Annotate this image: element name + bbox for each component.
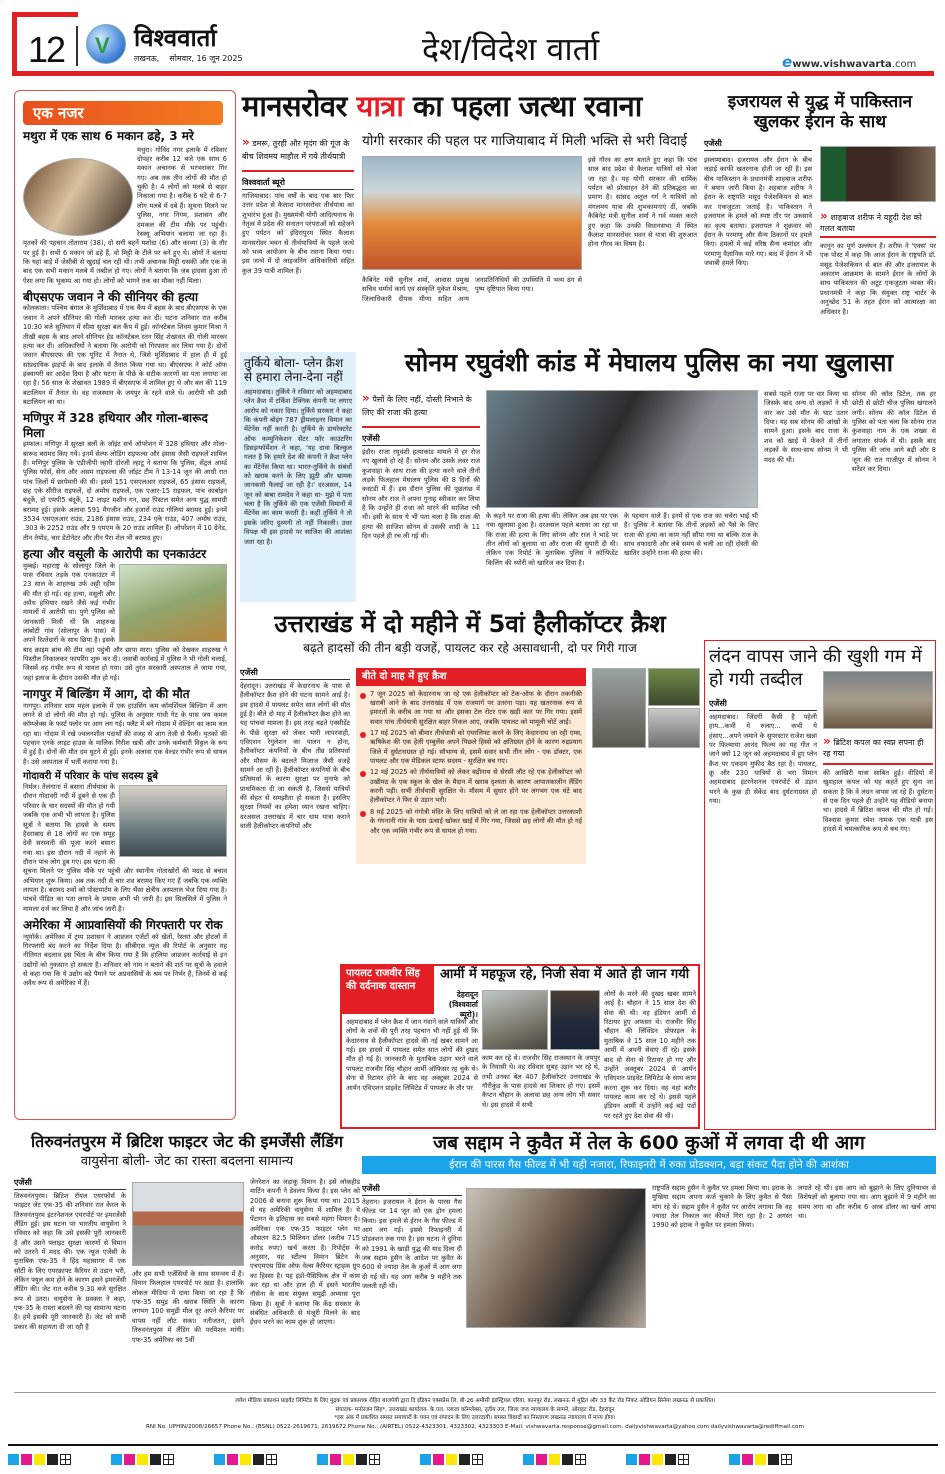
story-headline: नागपुर में बिल्डिंग में आग, दो की मौत [23, 687, 190, 702]
story-body: कोलकाता। पश्चिम बंगाल के मुर्शिदाबाद में एक कैंप में बहस के बाद बीएसएफ के एक जवान ने अपने सीनियर की गोली मारकर हत्या कर दी। घटना शनिवार रात करीब 10:30 बजे सुतियान में सीमा सुरक्षा बल कैंप में हुई। कॉन्स्टेबल शिवम कुमार मिश्रा ने तीखी बहस के बाद अपने सीनियर हेड कॉन्स्टेबल रतन सिंह शेखावत की गोली मारकर हत्या कर दी। अधिकारियों ने बताया कि आरोपी को गिरफ्तार कर लिया गया है। दोनों जवान बीएसएफ की एक यूनिट में तैनात थे, जिसे मुर्शिदाबाद में हाल ही में हुई सांप्रदायिक झड़पों के बाद इलाके में तैनात किया गया था। बीएसएफ ने कोर्ट ऑफ इंक्वायरी का आदेश दिया है और घटना के पीछे के सटीक कारणों का पता लगाया जा रहा है। 56 साल के शेखावत 1989 में बीएसएफ में शामिल हुए थे और बल की 119 बटालियन में तैनात थे। वह राजस्थान के जयपुर के रहने वाले थे। आरोपी भी उसी बटालियन का था। [23, 304, 227, 407]
story-body: लोगों के मरने की दुखद खबर सामने आई है। चौहान ने 15 साल देश की सेवा की थी। वह इंडियन आर्मी से रिटायर हुए अफसर थे। राजवीर सिंह चौहान की लिंक्डिन प्रोफाइल के मुताबिक वे 15 साल 10 महीने तक आर्मी में अपनी सेवाएं दीं रहे। इसके बाद वो सेना से रिटायर हो गए और उन्होंने अक्तूबर 2024 से आर्यन एविएशन प्राइवेट लिमिटेड के साथ काम करना शुरू कर दिया। वह वहां बतौर पायलट काम कर रहे थे। इससे पहले इंडियन आर्मी में उन्होंने कई बड़े पदों पर रहते हुए देश सेवा की थी। [604, 990, 696, 1120]
crash-box-title: बीते दो माह में हुए क्रैश [356, 668, 586, 686]
pilot-crash-wreck-photo [482, 990, 548, 1050]
page-number: 12 [28, 29, 65, 70]
story-headline: हत्या और वसूली के आरोपी का एनकाउंटर [23, 547, 207, 562]
browser-e-icon: e [782, 53, 793, 71]
story-body: मथुरा। गोविंद नगर इलाके में रविवार दोपहर करीब 12 बजे एक साथ 6 मकान अचानक से भरभराकर गिर गए। अब तक तीन लोगों की मौत हो चुकी है। 4 लोगों को मलबे से बाहर निकाला गया है। करीब 6 घंटे से 6-7 लोग मलबे में दबे हैं। सूचना मिलने पर पुलिस, नगर निगम, प्रशासन और दमकल की टीम मौके पर पहुंची। रेस्क्यू अभियान चलाया जा रहा है। मृतकों की पहचान तोताराम (38), दो सगी बहनें यशोदा (6) और काव्या (3) के तौर पर हुई है। सभी 6 मकान जो ढहे हैं, वो मिट्टी के टीले पर बने हुए थे। लोगों ने बताया कि यहां बाड़े में जेसीबी से खुदाई चल रही थी। तभी अचानक मिट्टी धसकी और एक के बाद एक सभी मकान मलबे में तब्दील हो गए। लोगों ने बताया कि जब हादसा हुआ तो ऐसा लगा कि भूकम्प आ गया हो। लोगों को भागने तक का मौका नहीं मिला। [23, 145, 227, 285]
shehbaz-sharif-photo [820, 146, 936, 202]
byline: एजेंसी [704, 139, 812, 151]
story-body: अहमदाबाद। जिंदगी कैसी है पहेली हाय...कभी ये रुलाए... कभी ये हंसाए...अपने जमाने के सुपरस्टार राजेश खन्ना पर फिल्माया आनंद फिल्म का यह गीत न जाने क्यों 12 जून को अहमदाबाद में हुए प्लेन क्रैश पर एकदम मुफीद बैठ रहा है। पायलट, क्रू और 230 यात्रियों से भरा विमान अहमदाबाद इंटरनेशनल एयरपोर्ट से उड़ान भरने के कुछ ही सेकेंड बाद दुर्घटनाग्रस्त हो गया। [709, 712, 817, 806]
pilot-portrait-photo [550, 990, 600, 1050]
imprint-contact-line: RNI No. UPHIN/2008/26657 Phone No.: (BSNL) 0522-2619671, 2619672 Phone No.: (AIRTEL) 0522-4323301, 4323302, 4323303 E-Mail: vishwavarta.response@gmail.com, dailyvishwavarta@yahoo.com dailyvishwavarta@rediffmail.com [146, 1423, 804, 1430]
story-body: न्यूयॉर्क। अमेरिका में ट्रम्प प्रशासन ने आव्रजन एजेंटों को खेतों, रेस्तरां और होटलों में गिरफ्तारी बंद करने का निर्देश दिया है। सीबीएस न्यूज की रिपोर्ट के अनुसार यह नीतिगत बदलाव इस चिंता के बीच किया गया है कि हालिया आव्रजन कार्रवाई से इन उद्योगों को नुकसान हो सकता है। शनिवार को नाम न बताने की शर्त पर सूत्रों के हवाले से कहा गया कि ये उद्योग बड़े पैमाने पर अप्रवासियों के श्रम पर निर्भर हैं, जिनमें से कई अवैध रूप से अमेरिका में हैं। [23, 932, 227, 988]
registration-mark [317, 1454, 380, 1465]
pilot-headline: आर्मी में महफूज रहे, निजी सेवा में आते ही जान गयी [440, 967, 690, 982]
dateline [134, 54, 243, 65]
pilgrims-send-off-photo [362, 156, 582, 270]
pullquote: डमरू, तुरही और मृदंग की गूंज के बीच शिवमय माहौल में गये तीर्थयात्री [242, 139, 350, 161]
story-body: सबसे पहले राजा पर वार किया था जिसके बाद अन्य दो लड़कों ने भी वार कर उसे मौत के घाट उतार दिया। यह सब सोनम की आंखों के सामने हुआ। इसके बाद राजा के शव को खाई में फेंकने में तीनों लड़कों के साथ-साथ सोनम ने भी मदद की थी। [764, 390, 848, 464]
byline: एजेंसी [14, 1178, 126, 1190]
uttarakhand-subhead: बढ़ते हादसों की तीन बड़ी वजहें, पायलट कर रहे असावधानी, दो पर गिरी गाज [303, 641, 637, 655]
masthead [12, 12, 934, 76]
uttarakhand-headline: उत्तराखंड में दो महीने में 5वां हैलीकॉप्टर क्रैश [274, 610, 666, 638]
saddam-body-column [362, 1184, 462, 1291]
uttarakhand-story [240, 612, 700, 967]
double-chevron-icon: » [820, 209, 828, 223]
story-body: सोनम की कॉल डिटेल, तक हर छोटी से छोटी चीज पुलिस खंगालने लगी। सोनम की कॉल डिटेल से पुलिस को पता चला कि सोनम राज कुशवाहा नाम के एक शख्स से लगातार संपर्क में थी। इसके बाद पुलिस की जांच आगे बढ़ी और 8 जून की रात गाजीपुर में सोनम ने सरेंडर कर दिया। [852, 390, 936, 473]
story-body: इसे गौरव का क्षण बताते हुए कहा कि पांच साल बाद प्रदेश से कैलाश यात्रियों को भेजा जा रहा है। यह योगी सरकार की धार्मिक पर्यटन को प्रोत्साहन देने की प्रतिबद्धता का प्रमाण है। सांसद अतुल गर्ग ने यात्रियों को मंगलमय यात्रा की शुभकामनाएं दीं, जबकि कैबिनेट मंत्री सुनील शर्मा ने गर्व व्यक्त करते हुए कहा कि उनकी विधानसभा में स्थित कैलाश मानसरोवर भवन से यात्रा की शुरुआत होना गौरव का विषय है। [588, 156, 697, 249]
fighter-jet-subhead: वायुसेना बोली- जेट का रास्ता बदलना सामान्य [80, 1154, 294, 1169]
imprint-footer [14, 1392, 936, 1442]
byline: एजेंसी [362, 1184, 462, 1196]
city: लखनऊ, [134, 54, 160, 63]
pakistan-headline: इजरायल से युद्ध में पाकिस्तान खुलकर ईरान के साथ [727, 92, 913, 133]
crash-site-photo-2 [648, 668, 700, 706]
registration-mark [626, 1454, 689, 1465]
story-body: तेहरान। इजरायल ने ईरान के पारस गैस फील्ड पर 14 जून को एक ड्रोन हमला किया। इस हमले से ईरान के गैस फील्ड में आग लग गई। इससे रिफाइनरी में प्रोडक्शन रुक गया है। इस घटना ने दुनिया को 1991 के खाड़ी युद्ध की याद दिला दी जब सद्दाम हुसैन के आदेश पर कुवैत के 600 से ज्यादा तेल के कुओं में आग लगा दी गई थी। यह आग करीब 9 महीने तक जलती रही थी। [362, 1197, 462, 1291]
date: सोमवार, 16 जून 2025 [169, 54, 243, 63]
crash-site-photo-1 [592, 668, 646, 748]
double-chevron-icon: » [242, 135, 250, 149]
saddam-headline: जब सद्दाम ने कुवैत में तेल के 600 कुओं में लगवा दी थी आग [433, 1132, 865, 1154]
pilot-story [340, 964, 700, 1129]
story-body: राष्ट्रपति सद्दाम हुसैन ने कुवैत पर हमला किया था। इराक के मुखिया सद्दाम अपना कर्ज चुकाने के लिए कुवैत से पैसा मांग रहे थे। सद्दाम हुसैन ने कुवैत पर आरोप लगाया कि वह ज्यादा तेल निकाल कर कीमतें गिरा रहा है। 2 अगस्त 1990 को इराक ने कुवैत पर हमला किया। [652, 1184, 792, 1230]
pullquote-column [242, 134, 354, 276]
photo-caption: » ब्रिटिश कपल का स्वप्न सपना ही रह गया [823, 734, 924, 759]
story-headline: गोदावरी में परिवार के पांच सदस्य डूबे [23, 771, 158, 783]
crash-item: 8 मई 2025 को गंगोत्री मंदिर के लिए यात्रियों को ले जा रहा एक हेलीकॉप्टर उत्तरकाशी के गंगनानी गांव के पास ऊंचाई खोकर खाई में गिर गया, जिससे छह लोगों की मौत हो गई और एक व्यक्ति गंभीर रूप से घायल हो गया। [358, 808, 582, 836]
newspaper-logo-icon: V [86, 24, 126, 64]
story-body: काम कर रहे थे। राजवीर सिंह राजस्थान के जयपुर के निवासी थे। वह रविवार सुबह उड़ान भर रहे थे, तभी उनका बेल 407 हैलीकॉप्टर उत्तराखंड के गौरीकुंड के पास हादसे का शिकार हो गए। इसमें कैप्टन चौहान के अलावा छह अन्य लोग भी सवार थे। इस हादसे में सभी [482, 1054, 600, 1109]
fighter-body-column [14, 1178, 126, 1332]
byline: एजेंसी [709, 699, 817, 711]
london-body-column [709, 699, 817, 806]
pullquote: पैसों के लिए नहीं, दोस्ती निभाने के लिए की राजा की हत्या [362, 395, 472, 417]
story-headline: मणिपुर में 328 हथियार और गोला-बारूद मिला [23, 411, 208, 440]
crash-item: 12 मई 2025 को तीर्थयात्रियों को लेकर बद्रीनाथ से सेरसी लौट रहे एक हेलीकॉप्टर को उखीमठ के एक स्कूल के खेल के मैदान में खराब दृश्यता के कारण आपातकालीन लैंडिंग करनी पड़ी। सभी तीर्थयात्री सुरक्षित थे। मौसम में सुधार होने पर लगभग एक घंटे बाद हेलीकॉप्टर ने फिर से उड़ान भरी। [358, 768, 582, 805]
story-body: निर्मल। तेलंगाना में बसारा तीर्थयात्रा के दौरान गोदावरी नदी में डूबने से एक ही परिवार के चार सदस्यों की मौत हो गयी जबकि एक अभी भी लापता है। पुलिस सूत्रों ने बताया कि हादसे के समय हैदराबाद से 18 लोगों का एक समूह देवी सरस्वती की पूजा करने बसारा गया था। इस दौरान नदी में नहाने के दौरान पांच लोग डूब गए। इस घटना की सूचना मिलने पर पुलिस मौके पर पहुंची और स्थानीय गोताखोरों की मदद से बचाव अभियान शुरू किया। अब तक नदी से चार शव बरामद किए गए हैं जबकि एक व्यक्ति लापता है। बरामद शवों को पोस्टमार्टम के लिए भैंसा क्षेत्रीय अस्पताल भेज दिया गया है। पांचवें पीड़ित का पता लगाने के प्रयास अभी भी जारी है। इस सिलसिले में पुलिस ने मामला दर्ज कर लिया है और जांच जारी है। [23, 783, 227, 913]
story-body: इंदौर। राजा रघुवंशी हत्याकांड मामले में हर रोज नए खुलासे हो रहे हैं। सोनम और उसके लवर राज कुशवाहा के साथ राजा की हत्या करने वाले तीनों लड़के फिलहाल मेघालय पुलिस की 8 दिनों की कस्टडी में हैं। इस दौरान पुलिस की पूछताछ में सोनम और राज ने अपना गुनाह स्वीकार कर लिया है कि उन्होंने ही राजा को मारने की साजिश रची थी। इसी के साथ ये भी पता चला है कि राजा की हत्या की साजिश सोनम से उसकी शादी के 11 दिन पहले ही रच ली गई थी। [362, 447, 480, 541]
story-body: नागपुर। शनिवार शाम महल इलाके में एक हाउसिंग कम कॉमर्शियल बिल्डिंग में आग लगने से दो लोगों की मौत हो गई। पुलिस के अनुसार गांधी गेट के पास जय कमल कॉम्प्लेक्स के फर्स्ट फ्लोर पर आग लग गई। फ्लैट में बने गोदाम में वेल्डिंग का काम चल रहा था। गोदाम में रखे ज्वलनशील पदार्थों की वजह से आग तेजी से फैली। मृतकों की पहचान एनके लाइट हाउस के मालिक गिरीश खत्री और उनके कर्मचारी विठ्ठल के रूप में हुई है। दोनों की मौत दम घुटने से हुई। इनके अलावा एक वेल्डर गंभीर रूप से घायल है। उसे अस्पताल में भर्ती कराया गया है। [23, 701, 227, 766]
imprint-line: संपादक- मनोरंजन सिंह*, उत्तराखंड कार्यालय- के.एल. प्लाजा कॉम्प्लेक्स, तृतीय तल, जिला जज न्यायालय के सामने, ओराइट रोड, देहरादून [335, 1406, 615, 1413]
byline: एजेंसी [362, 434, 480, 446]
saddam-hussein-photo [466, 1188, 646, 1328]
imprint-line: *इस अंक में प्रकाशित समस्त समाचारों के चयन एवं संपादन के लिए उत्तरदायी। समस्त विवादों का निस्तारण लखनऊ न्यायालय में मान्य होगा। [334, 1415, 616, 1422]
drowning-hands-photo [119, 785, 227, 857]
story-headline: अमेरिका में आप्रवासियों की गिरफ्तारी पर रोक [23, 918, 223, 933]
imprint-line: जयेश मीडिया प्रकाशन प्राइवेट लिमिटेड के लिए मुद्रक एवं प्रकाशक रोहित बाजपेयी द्वारा दि इंडियन एक्सप्रेस लि. बी-26 अमौसी इंडस्ट्रियल एरिया, कानपुर रोड, लखनऊ से मुद्रित और 33 कैंट रोड निकट ओडियन सिनेमा लखनऊ से प्रकाशित। [234, 1398, 716, 1404]
story-body: लगाते रहे थी। इस आग को बुझाने के लिए दुनियाभर से विशेषज्ञों को बुलाया गया था। आग बुझाने में 9 महीने का समय लगा था और करीब 6 अरब डॉलर का खर्च आया था। [798, 1184, 936, 1221]
story-headline: मथुरा में एक साथ 6 मकान ढहे, 3 मरे [23, 129, 194, 144]
fighter-jet-story [14, 1134, 360, 1384]
story-body: कानून का पूर्ण उल्लंघन है। शरीफ ने 'एक्स' पर एक पोस्ट में कहा कि आज ईरान के राष्ट्रपति डॉ. मसूद पेजेशकियन से बात की और इजरायल के अकारण आक्रमण के सामने ईरान के लोगों के साथ पाकिस्तान की अटूट एकजुटता व्यक्त की। प्रधानमंत्री ने कहा कि संयुक्त राष्ट्र चार्टर के अनुच्छेद 51 के तहत ईरान को आत्मरक्षा का अधिकार है। [820, 242, 936, 316]
building-collapse-photo [23, 158, 133, 236]
story-body: के कहने पर राजा की हत्या की। लेकिन अब इस पर एक नया खुलासा हुआ है। दरअसल पहले बताया जा रहा था कि राजा की हत्या के लिए सोनम और राज ने भाड़े पर तीन लोगों को बुलाया था और राजा की सुपारी दी थी। लेकिन एक रिपोर्ट के मुताबिक पुलिस ने कॉन्फिडेंट किलिंग की थ्योरी को खारिज कर दिया है। [486, 512, 618, 567]
saddam-subhead-banner: ईरान की पारस गैस फील्ड में भी यही नजारा, रिफाइनरी में रुका प्रोडक्शन, बड़ा संकट पैदा होने की आशंका [362, 1156, 936, 1174]
pullquote-column [362, 390, 480, 541]
story-body: कैबिनेट मंत्री सुनील शर्मा, आवास प्रमुख सचिव धर्मार्थ कार्य एवं संस्कृति मुकेश मेश्राम, जिलाधिकारी दीपक मीणा सहित अन्य जनप्रतिनिधियों की उपस्थिति में भव्य ढंग से पुष्प दृष्टिपात किया गया। [362, 276, 582, 303]
newspaper-name: विश्ववार्ता [134, 24, 217, 52]
story-body: देहरादून। उत्तराखंड में केदारनाथ के पास से हैलीकॉप्टर क्रैश होने की घटना सामने आई है। इस हादसे में पायलट समेत सात लोगों की मौत हुई है। बीते दो माह में हैलीकॉप्टर क्रैश होने का यह पांचवां मामला है। इस तरह बढ़ते एक्सीडेंट के पीछे सुरक्षा को लेकर भारी लापरवाही, एविएशन रेगुलेशन का पालन न होना, हैलीकॉप्टर कंपनियों के बीच तीव्र प्रतिस्पर्धा और मौसम के बदलते मिजाज जैसी वजहें सामने आ रही हैं। हैलीकॉप्टर कंपनियों के बीच प्रतिस्पर्धा के कारण सुरक्षा पर मुनाफे को प्राथमिकता दी जा सकती है, जिससे यात्रियों की सेहत से समझौता हो सकता है। इसलिए सुरक्षा नियमों का हमेशा ध्यान रखना चाहिए। दरअसल उत्तराखंड में चार धाम यात्रा कराने वाली हैलीकॉप्टर कंपनियों और [240, 681, 350, 831]
footer-rule [8, 1444, 938, 1446]
story-body: अहमदाबाद। तुर्किये ने रविवार को अहमदाबाद प्लेन क्रैश में टर्किश टेक्निक कंपनी पर लगाए आरोप को नकार दिया। तुर्किये सरकार ने कहा कि कंपनी बोइंग 787 ड्रीमलाइनर विमान का मेंटेनेंस नहीं करती है। तुर्किये के डायरेक्टरेट ऑफ कम्युनिकेशन सेंटर फॉर काउंटरिंग डिसइन्फॉर्मेशन ने कहा, 'यह दावा बिल्कुल गलत है कि हमारे देश की कंपनी ने क्रैश प्लेन का मेंटेनेंस किया था। भारत-तुर्किये के संबंधों को खराब करने के लिए झूठी और भ्रामक जानकारी फैलाई जा रही है।' दरअसल, 14 जून को बाबा रामदेव ने कहा था- मुझे ये पता चला है कि तुर्किये की एक एजेंसी विमानों में मेंटेनेंस का काम करती है। कहीं तुर्किये ने तो इसके जरिए दुश्मनी तो नहीं निकाली। उधर विपक्ष भी इस हादसे पर साजिश की आशंका जता रहा है। [244, 387, 352, 546]
ek-nazar-tag: एक नजर [23, 101, 223, 125]
byline: विश्ववार्ता ब्यूरो [242, 178, 354, 190]
crash-debris-photo [823, 671, 933, 729]
story-headline: बीएसएफ जवान ने की सीनियर की हत्या [23, 290, 199, 305]
red-rule [820, 236, 936, 238]
ek-nazar-column [14, 90, 236, 1120]
registration-mark [420, 1454, 483, 1465]
registration-mark [111, 1454, 174, 1465]
encounter-illustration [119, 564, 227, 642]
crash-item: 17 मई 2025 को बीमार तीर्थयात्री को एयरलिफ्ट करने के लिए केदारनाथ जा रही एम्स, ऋषिकेश की एक हेली एम्बुलेंस अपने पिछले हिस्से को क्षतिग्रस्त होने के कारण रुद्रप्रयाग जिले में दुर्घटनाग्रस्त हो गई। सौभाग्य से, इसमें सवार सभी तीन लोग - एक डॉक्टर, एक पायलट और एक मेडिकल स्टाफ सदस्य - सुरक्षित बच गए। [358, 729, 582, 766]
story-body: इम्फाल। मणिपुर में सुरक्षा बलों के जॉइंट सर्च ऑपरेशन में 328 हथियार और गोला-बारूद बरामद किए गये। इनमें सेल्फ लोडिंग राइफल्स और इंसास जैसी राइफलें शामिल हैं। मणिपुर पुलिस के एडीजीपी ल्हारी दोरजी ल्हाटू ने बताया कि पुलिस, सेंट्रल आर्म्ड पुलिस फोर्स, सेना और असम राइफल्स की जॉइंट टीम ने 13-14 जून की आधी रात पांच जिलों में छापेमारी की थी। इसमें 151 एसएलआर राइफलें, 65 इंसास राइफलें, छह एके सीरीज राइफलें, दो अमोघ राइफलें, एक एआर-15 राइफल, पांच कार्बाइन बंदूकें, दो एमपी5 बंदूकें, 12 लाइट मशीन गन, छह पिस्टल समेत अन्य युद्ध सामग्री बरामद हुई। इसके अलावा 591 मैगजीन और हजारों राउंड गोलियां बरामद हुईं। इनमें 3534 एसएलआर राउंड, 2186 इंसास राउंड, 234 एके राउंड, 407 अमोघ राउंड, .303 के 2252 राउंड और 9 एमएम के 20 राउंड शामिल हैं। ऑपरेशन में 10 ग्रेनेड, तीन तेयोड, चार डेटोनेटर और तीन पैरा शेल भी बरामद हुए। [23, 440, 227, 542]
sonam-headline: सोनम रघुवंशी कांड में मेघालय पुलिस का नया खुलासा [404, 348, 894, 377]
story-body: अहमदाबाद में प्लेन क्रैश में जान गंवाने वाले यात्रियों और लोगों के शवों की पूरी तरह पहचान भी नहीं हुई थी कि केदारनाथ से हैलीकॉप्टर हादसे की नई खबर सामने आ गई। इस हादसे में पायलट समेत सात लोगों की दुखद मौत हो गई है। जानकारी के मुताबिक उड़ान भरने वाले पायलट राजवीर सिंह चौहान आर्मी ऑफिसर रह चुके थे। सेना से रिटायर होने के बाद वह अक्टूबर 2024 से आर्यन एविएशन प्राइवेट लिमिटेड में पायलट के तौर पर [346, 1018, 478, 1092]
uttarakhand-body-column [240, 668, 350, 832]
registration-mark [214, 1454, 277, 1465]
mansarovar-story [242, 89, 697, 347]
section-title: देश/विदेश वार्ता [422, 30, 600, 68]
saddam-story [362, 1134, 936, 1384]
pakistan-iran-story [704, 92, 936, 347]
red-rule [242, 170, 354, 172]
red-rule [362, 426, 480, 428]
accused-escorted-photo [486, 390, 758, 508]
pilot-tag: पायलट राजवीर सिंह की दर्दनाक दास्तान [342, 966, 434, 1014]
fighter-jet-headline: तिरुवनंतपुरम में ब्रिटिश फाइटर जेट की इमर्जेंसी लैंडिंग [31, 1132, 343, 1151]
story-body: तिरुवनंतपुरम। ब्रिटिश रॉयल एयरफोर्स के फाइटर जेट एफ-35 की शनिवार रात केरल के तिरुवनंतपुरम इंटरनेशनल एयरपोर्ट पर इमरजेंसी लैंडिंग हुई। इस घटना पर भारतीय वायुसेना ने रविवार को कहा कि उसे इसकी पूरी जानकारी है और उसने फ्लाइट सुरक्षा कारणों से विमान को उतरने में मदद की। एक न्यूज एजेंसी के मुताबिक एफ-35 ने हिंद महासागर में एक साँर्टी के लिए एयरक्राफ्ट कैरियर से उड़ान भरी, लेकिन फ्यूल कम होने के कारण इसने इमरजेंसी लैंडिंग की। जेट रात करीब 9.30 बजे सुरक्षित रूप से उतरा। वायुसेना के प्रवक्ता ने कहा, एफ-35 के रास्ता बदलने की यह सामान्य घटना है। हमें इसकी पूरी जानकारी है। जेट को सभी प्रकार की सहायता दी जा रही है [14, 1191, 126, 1331]
story-body: मुम्बई। महाराष्ट्र के सोलापुर जिले के पास रविवार तड़के एक एनकाउंटर में 23 साल के शाहरुख उर्फ अट्टी रहीम की मौत हो गई। वह हत्या, वसूली और अवैध हथियार रखने जैसे कई गंभीर मामलों में आरोपी था। पुणे पुलिस को जानकारी मिली थी कि शाहरुख लांबोटी गांव (सोलापुर के पास) में अपने रिश्तेदारों के साथ छिपा है। इसके बाद क्राइम ब्रांच की टीम वहां पहुंची और छापा मारा। पुलिस को देखकर शाहरुख ने पिस्तौल निकालकर फायरिंग शुरू कर दी। जवाबी कार्रवाई में पुलिस ने भी गोली चलाई, जिसमें वह गंभीर रूप से घायल हो गया। उसे तुरंत सरकारी अस्पताल ले जाया गया, जहां इलाज के दौरान उसकी मौत हो गई। [23, 561, 227, 682]
crash-timeline-box [356, 668, 586, 864]
crash-list [356, 686, 586, 836]
registration-mark [729, 1454, 792, 1465]
f35-jet-on-runway-photo [132, 1182, 244, 1266]
story-body: इस्लामाबाद। इजरायल और ईरान के बीच लड़ाई काफी खतरनाक होती जा रही है। इस बीच पाकिस्तान के प्रधानमंत्री शाहबाज शरीफ ने बयान जारी किया है। शहबाज शरीफ ने ईरान के राष्ट्रपति मसूद पेजेशकियन से बात कर एकजुटता जताई है। पाकिस्तान ने इजरायल के हमले को स्पष्ट तौर पर उकसावे का कृत्य बताया। इजरायल ने शुक्रवार को ईरान के परमाणु और सैन्य ठिकानों पर हमले किए। हमलों में कई वरिष्ठ सैन्य कमांडर और परमाणु वैज्ञानिक मारे गए। बाद में ईरान ने भी जवाबी हमले किए। [704, 156, 812, 267]
story-body: और हम सभी एजेंसियों के साथ समन्वय में हैं। विमान फिलहाल एयरपोर्ट पर खड़ा है। हालांकि लोकल मीडिया में दावा किया जा रहा है कि एफ-35 समुद्र की खराब स्थिति के कारण लगभग 100 समुद्री मील दूर अपने कैरियर पर वापस नहीं लौट सका। नतीजतन, इसने तिरुवनंतपुरम में लैंडिंग की परमिशन मांगी। एफ-35 अमेरिका का 5वीं [132, 1270, 244, 1344]
london-headline: लंदन वापस जाने की खुशी गम में हो गयी तब्दील [709, 646, 922, 691]
double-chevron-icon: » [823, 734, 831, 748]
sonam-story [362, 350, 936, 606]
story-body: के पहचान वाले हैं। इनमें से एक राज का चचेरा भाई भी है। पुलिस ने बताया कि तीनों लड़कों को पैसे के लिए राजा की हत्या का काम नहीं सौंपा गया था बल्कि राज के साथ वफादारी और लंबे समय से चली आ रही दोस्ती की खातिर उन्होंने राजा की हत्या की। [624, 512, 758, 558]
turkey-story [240, 352, 356, 602]
registration-mark [8, 1454, 71, 1465]
mansarovar-subhead: योगी सरकार की पहल पर गाजियाबाद में मिली भक्ति से भरी विदाई [362, 133, 688, 149]
story-body: गाजियाबाद। पांच वर्षों के बाद एक बार फिर उत्तर प्रदेश से कैलाश मानसरोवर तीर्थयात्रा का शुभारंभ हुआ है। मुख्यमंत्री योगी आदित्यनाथ के नेतृत्व में प्रदेश की सनातन परंपराओं को सहेजने हुए पर्यटन को इंदिरापुरम स्थित कैलाश मानसरोवर भवन से तीर्थयात्रियों के पहले जत्थे को भव्य आयोजन के बीच रवाना किया गया। इस जत्थे में दो लाइजनिंग अधिकारियों सहित कुल 39 यात्री शामिल हैं। [242, 191, 354, 275]
crash-site-photo-3 [648, 708, 700, 748]
print-registration-marks [8, 1454, 792, 1465]
crash-item: 7 जून 2025 को केदारनाथ जा रहे एक हेलीकॉप्टर को टेक-ऑफ के दौरान तकनीकी खराबी आने के बाद उत्तराखंड में एक राजमार्ग पर उतरना पड़ा। यह खतरनाक रूप से इमारतों के करीब आ गया था और इसका टेल रोटर एक खड़ी कार पर गिर गया। इसमें सवार पांच तीर्थयात्री सुरक्षित बाहर निकल आए, जबकि पायलट को मामूली चोटें आईं। [358, 690, 582, 727]
story-body: जेनरेशन का लड़ाकू विमान है। इसे लॉकहीड मार्टिन कंपनी ने डेवलप किया है। इस प्लेन को 2006 से बनाना शुरू किया गया था। 2015 से यह अमेरिकी वायुसेना में शामिल है। ये पेंटागन के इतिहास का सबसे महंगा विमान है। अमेरिका एक एफ-35 फाइटर प्लेन पर औसतन 82.5 मिलियन डॉलर (करीब 715 करोड़ रुपए) खर्च करता है। रिपोर्ट्स के अनुसार, यह स्टील्थ विमान ब्रिटेन के एचएमएस प्रिंस ऑफ वेल्स कैरियर स्ट्राइक ग्रुप का हिस्सा है। यह इंडो-पैसिफिक क्षेत्र में काम कर रहा था और हाल ही में इसने भारतीय नौसेना के साथ संयुक्त समुद्री अभ्यास पूरा किया है। सूत्रों ने बताया कि केंद्र सरकार के संबंधित अधिकारी से मंजूरी मिलने के बाद ईंधन भरने का काम शुरू हो जाएगा। [250, 1178, 360, 1327]
byline: एजेंसी [240, 668, 350, 680]
website-link[interactable]: ewww.vishwavarta.com [782, 53, 917, 71]
red-rule [823, 763, 933, 765]
mansarovar-headline: मानसरोवर यात्रा का पहला जत्था रवाना [242, 89, 642, 123]
divider [76, 26, 78, 66]
turkey-headline: तुर्किये बोला- प्लेन क्रैश से हमारा लेना-देना नहीं [244, 356, 344, 385]
story-body: की आखिरी यात्रा साबित हुई। वीडियो में खुशहाल कपल को यह कहते हुए सुना जा सकता है कि वे लंदन वापस जा रहे हैं। दुर्घटना से एक दिन पहले ही उन्होंने यह वीडियो बनाया था। हादसे में ब्रिटिश कपल की मौत हो गई। विश्वास कुमार रमेश नामक एक यात्री इस हादसे में चमत्कारिक रूप से बच गए। [823, 769, 933, 834]
pilot-dateline: देहरादून (विश्ववार्ता ब्यूरो)। [448, 990, 478, 1020]
registration-mark [523, 1454, 586, 1465]
london-story [704, 640, 936, 1130]
photo-caption: » शाहबाज शरीफ ने यहूदी देश को गलत बताया [820, 209, 922, 234]
double-chevron-icon: » [362, 391, 370, 405]
